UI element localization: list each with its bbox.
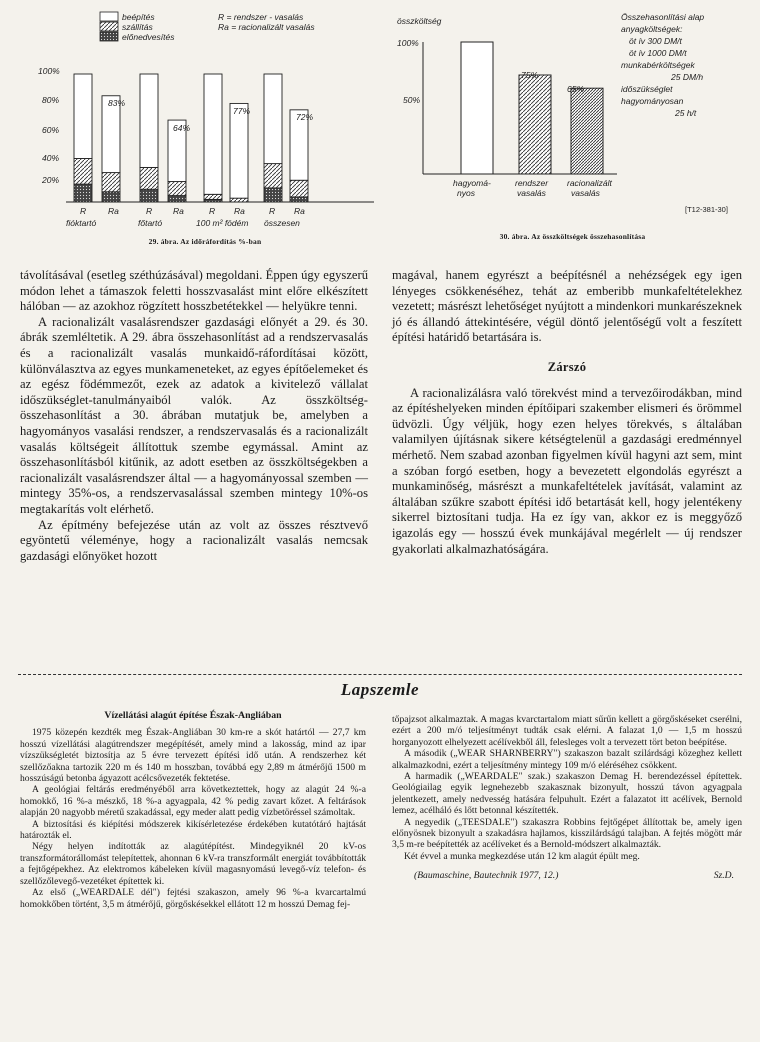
bar-pct-label: 65% bbox=[567, 84, 585, 94]
paragraph: Négy helyen indították az alagútépítést. Mindegyiknél 20 kV-os transzformátorállomást telepítettek, ahonnan 6 kV-ra transzformált energiát továbbították a fejtőgépekhez. Az elektromos kábeleken kívül magasnyomású levegő-víz telefon- és szellőzőlevegő-vezetéket építettek ki. bbox=[20, 841, 366, 887]
group-label: 100 m² födém bbox=[196, 218, 249, 228]
paragraph: Az építmény befejezése után az volt az összes résztvevő egyöntetű véleménye, hogy a racionalizált vasalás nemcsak gazdasági előnyöket hozott bbox=[20, 517, 368, 563]
figure-30-chart bbox=[395, 8, 745, 226]
note-line: öt ív 300 DM/t bbox=[629, 36, 682, 46]
bar-pct-label: 64% bbox=[173, 123, 191, 133]
figure-29 bbox=[28, 8, 380, 240]
group-label: összesen bbox=[264, 218, 300, 228]
figure-code: [Т12-381-30] bbox=[685, 205, 728, 214]
note-line: időszükséglet bbox=[621, 84, 673, 94]
bar-pct-label: 83% bbox=[108, 98, 126, 108]
paragraph: Két évvel a munka megkezdése után 12 km alagút épült meg. bbox=[404, 850, 640, 862]
paragraph: A racionalizálásra való törekvést mind a tervezőirodákban, mind az építéshelyeken minden építőipari szakember elismeri és örömmel üdvözli. Úgy véljük, hogy ezen helyes törekvés, s általában valamilyen újításnak sikere kétségtelenül a gazdasági eredménnyel mérhető. Nem szabad azonban figyelmen kívül hagyni azt sem, mint a szóban forgó esetben, hogy a bevezetett elgondolás egyrészt a munkaminőség, másrészt a munkafeltételek javítását, valamint az általában szűkre szabott építési idő betartását kell, hogy jelentékeny sikerrel biztosítani tudja. Ha ez így van, akkor ez is meggyőző igazolás egy — hosszú évek munkájával megérlelt — új rendszer gyakorlati alkalmazhatóságára. bbox=[392, 385, 742, 556]
bar-label: Ra bbox=[294, 206, 305, 216]
bar-segment bbox=[290, 197, 308, 202]
article-title: Vízellátási alagút építése Észak-Angliában bbox=[104, 710, 282, 721]
paragraph: A második („WEAR SHARNBERRY") szakaszon bazalt szilárdsági közeghez kellett alkalmazkodni, ezért a teljesítmény mintegy 109 m/ó eléréséhez csökkent. bbox=[392, 748, 742, 771]
bar-label: R bbox=[80, 206, 87, 216]
bar-segment bbox=[74, 74, 92, 158]
bar-segment bbox=[204, 74, 222, 194]
paragraph: tőpajzsot alkalmaztak. A magas kvarctartalom miatt sűrűn kellett a görgőskéseket cserélni, ezért a 200 m/ó teljesítményt tudták csak elérni. A falazat 1,0 — 1,5 m hosszú horganyozott elhelyezett acélívekből áll, felesleges volt a tervezett tört beton beépítése. bbox=[392, 714, 742, 748]
bar-segment bbox=[74, 158, 92, 184]
paragraph: A harmadik („WEARDALE" szak.) szakaszon Demag H. berendezéssel építettek. Geológiailag egyik legnehezebb szakasznak bizonyult, hosszú távon agyagpala jelentkezett, amely nedvesség hatására felpuhult. Ezért a falazatot itt acélívek, Bernold lemez, acélháló és lőtt betonnal készítették. bbox=[392, 771, 742, 817]
legend-label: szállítás bbox=[122, 22, 153, 32]
figure-30-bars bbox=[461, 42, 603, 174]
paragraph: magával, hanem egyrészt a beépítésnél a nehézségek egy igen lényeges csökkenéséhez, tehát az emberibb munkafeltételekhez vezetett; másrészt lehetőséget nyújtott a mindenkori munkarészeknek jó és állandó áttekintésére, végül döntő jelentőségű volt a feszített építési határidő betartására is. bbox=[392, 268, 742, 345]
signature: Sz.D. bbox=[713, 870, 734, 882]
note-line: hagyományosan bbox=[621, 96, 684, 106]
paragraph: Az első („WEARDALE dél") fejtési szakaszon, amely 96 %-a kvarcartalmú homokkőben történt, 3,5 m átmérőjű, görgőskésekkel ellátott 12 m hosszú Demag fej- bbox=[20, 887, 366, 910]
bar-segment bbox=[264, 188, 282, 202]
paragraph: távolításával (esetleg széthúzásával) megoldani. Éppen úgy egyszerű módon lehet a támaszok feletti hosszvasalást mint előre elkészített hálóban — az azokhoz rögzített hosszbetétekkel — helyükre tenni. bbox=[20, 268, 368, 314]
legend-label: beépítés bbox=[122, 12, 155, 22]
key-label: R = rendszer - vasalás bbox=[218, 12, 304, 22]
group-label: főtartó bbox=[138, 218, 163, 228]
bar-label: vasalás bbox=[571, 188, 600, 198]
lapszemle-left bbox=[20, 710, 366, 910]
bar-segment bbox=[264, 74, 282, 164]
figure-30-bar-labels bbox=[453, 178, 613, 198]
bar-label: rendszer bbox=[515, 178, 549, 188]
figure-30-notes bbox=[621, 12, 704, 118]
bar-label: vasalás bbox=[517, 188, 546, 198]
bar-label: Ra bbox=[234, 206, 245, 216]
paragraph: A biztosítási és kiépítési módszerek kikísérletezése érdekében kutatótáró hajtását határozták el. bbox=[20, 818, 366, 842]
legend-label: előnedvesítés bbox=[122, 32, 175, 42]
bar-pct-label: 77% bbox=[233, 106, 251, 116]
bar-label: racionalizált bbox=[567, 178, 612, 188]
note-line: anyagköltségek: bbox=[621, 24, 683, 34]
figure-29-bar-labels bbox=[80, 206, 305, 216]
note-line: 25 DM/h bbox=[671, 72, 704, 82]
bar bbox=[461, 42, 493, 174]
bar-segment bbox=[102, 173, 120, 192]
bar bbox=[519, 75, 551, 174]
left-column bbox=[20, 268, 368, 564]
section-heading: Zárszó bbox=[547, 359, 587, 374]
bar-pct-label: 72% bbox=[296, 112, 314, 122]
paragraph: A negyedik („TEESDALE") szakaszra Robbins fejtőgépet állítottak be, amely igen előnyösnek bizonyult a szakadásra hajlamos, kisszilárdságú talajban. A fejtés mögött már 3,5 m-re beépítették az acélíveket és a Bernold-módszert alkalmazták. bbox=[392, 816, 742, 851]
note-line: munkabérköltségek bbox=[621, 60, 695, 70]
bar-label: R bbox=[269, 206, 276, 216]
paragraph: A geológiai feltárás eredményéből arra következtettek, hogy az alagút 24 %-a homokkő, 16 %-a mészkő, 18 %-a agyagpala, 42 % pedig zavart kőzet. A feltárások alapján 20 nagyobb méretű szakadással, egy meder alatt pedig vízbetöréssel számoltak. bbox=[20, 784, 366, 819]
paragraph: 1975 közepén kezdték meg Észak-Angliában 30 km-re a skót határtól — 27,7 km hosszú vízellátási alagútrendszer megépítését, amely mind a lakosság, mind az ipar vízszükségletét biztosítja az 5 évre tervezett építési idő után. A rendszerhez két szellőzőakna tartozik 220 m és 140 m hosszban, továbbá egy 2,89 m átmérőjű 1500 m hosszúságú betonba ágyazott acélcsővezeték fektetése. bbox=[20, 727, 366, 785]
bar-segment bbox=[140, 167, 158, 189]
lapszemle-right bbox=[392, 714, 742, 882]
figure-29-groups bbox=[66, 218, 300, 228]
bar-segment bbox=[168, 196, 186, 202]
group-label: fióktartó bbox=[66, 218, 97, 228]
y-axis-label: összköltség bbox=[397, 16, 442, 26]
y-tick: 80% bbox=[42, 95, 60, 105]
y-tick: 20% bbox=[42, 175, 60, 185]
figure-29-yaxis bbox=[38, 66, 60, 185]
figure-29-bars bbox=[74, 74, 308, 202]
key-label: Ra = racionalizált vasalás bbox=[218, 22, 315, 32]
y-tick: 100% bbox=[397, 38, 419, 48]
bar-segment bbox=[140, 189, 158, 202]
figure-29-chart bbox=[28, 8, 380, 240]
bar-label: R bbox=[146, 206, 153, 216]
bar-label: Ra bbox=[108, 206, 119, 216]
note-line: 25 h/t bbox=[675, 108, 697, 118]
bar-segment bbox=[290, 180, 308, 197]
bar-segment bbox=[230, 103, 251, 198]
bar-segment bbox=[264, 164, 282, 188]
bar bbox=[571, 88, 603, 174]
bar-segment bbox=[74, 184, 92, 202]
right-column bbox=[392, 268, 742, 557]
y-tick: 60% bbox=[42, 125, 60, 135]
bar-segment bbox=[204, 194, 222, 199]
bar-segment bbox=[230, 198, 248, 202]
figure-29-legend bbox=[100, 12, 315, 42]
bar-pct-label: 75% bbox=[521, 70, 539, 80]
note-line: Összehasonlítási alap bbox=[621, 12, 705, 22]
y-tick: 40% bbox=[42, 153, 60, 163]
bar-label: Ra bbox=[173, 206, 184, 216]
y-tick: 100% bbox=[38, 66, 60, 76]
section-divider bbox=[18, 674, 742, 675]
source-citation: (Baumaschine, Bautechnik 1977, 12.) bbox=[414, 870, 559, 882]
figure-30-caption: 30. ábra. Az összköltségek összehasonlítása bbox=[499, 232, 646, 241]
y-tick: 50% bbox=[403, 95, 421, 105]
bar-label: hagyomá- bbox=[453, 178, 491, 188]
bar-segment bbox=[168, 182, 186, 196]
bar-segment bbox=[102, 192, 120, 202]
bar-label: nyos bbox=[457, 188, 475, 198]
figure-30 bbox=[395, 8, 745, 226]
figure-29-caption: 29. ábra. Az időráfordítás %-ban bbox=[148, 237, 262, 246]
section-title: Lapszemle bbox=[340, 680, 420, 699]
note-line: öt ív 1000 DM/t bbox=[629, 48, 687, 58]
bar-segment bbox=[140, 74, 158, 167]
bar-label: R bbox=[209, 206, 216, 216]
paragraph: A racionalizált vasalásrendszer gazdasági előnyét a 29. és 30. ábrák szemléltetik. A 29. ábra összehasonlítást ad a rendszervasalás és a racionalizált vasalás munkaidő-ráfordításai között, különválasztva az egyes munkameneteket, az egyes építőelemeket és az egész födémmezőt, ezek az adatok a kivitelező vállalat időszükséglet-tanulmányaiból valók. Az összköltség-összehasonlítást a 30. ábrában mutatjuk be, amelyben a hagyományos vasalási rendszer, a rendszervasalás és a racionalizált vasalás költségeit állítottuk szembe egymással. Amint az összehasonlításból kitűnik, az adott esetben az összköltségekben a racionalizált vasalásrendszer által — a hagyományossal szemben — mintegy 35%-os, a rendszervasalással szemben mintegy 10%-os megtakarítás volt elérhető. bbox=[20, 314, 368, 516]
